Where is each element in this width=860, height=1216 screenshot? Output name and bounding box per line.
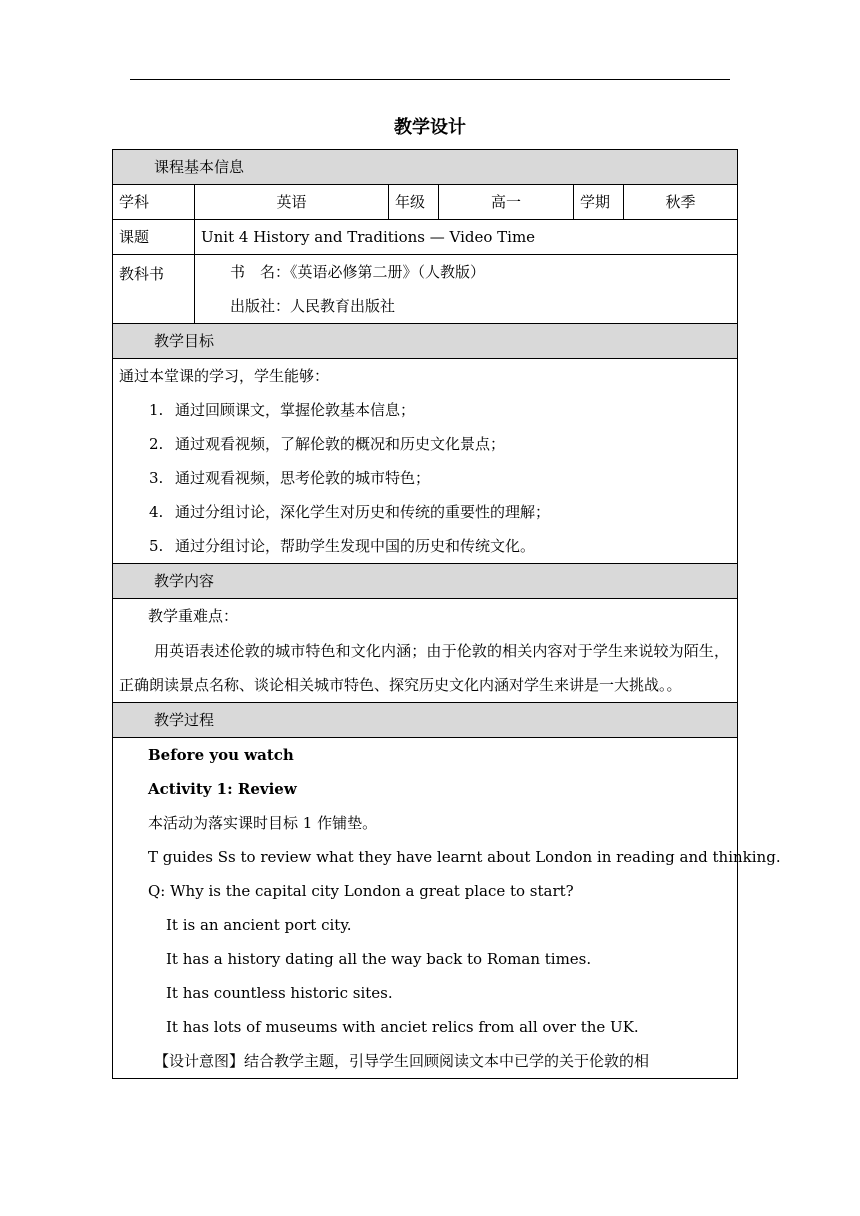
subject-value: 英语 <box>195 185 389 220</box>
textbook-name: 书 名：《英语必修第二册》（人教版） <box>230 263 486 281</box>
process-cell <box>113 738 781 1079</box>
objective-item: 3. 通过观看视频，思考伦敦的城市特色； <box>149 469 431 487</box>
section-objectives: 教学目标 <box>113 324 738 359</box>
answer-item: It is an ancient port city. <box>166 916 352 934</box>
header-rule <box>130 79 730 80</box>
grade-value: 高一 <box>439 185 574 220</box>
grade-label: 年级 <box>389 185 439 220</box>
section-basic-info: 课程基本信息 <box>113 150 738 185</box>
process-instruction: T guides Ss to review what they have learnt about London in reading and thinking. <box>148 848 781 866</box>
objective-item: 1. 通过回顾课文，掌握伦敦基本信息； <box>149 401 416 419</box>
topic-label: 课题 <box>113 220 195 255</box>
objective-item: 5. 通过分组讨论，帮助学生发现中国的历史和传统文化。 <box>149 537 536 555</box>
design-intent: 【设计意图】结合教学主题，引导学生回顾阅读文本中已学的关于伦敦的相 <box>154 1052 650 1070</box>
objective-item: 2. 通过观看视频，了解伦敦的概况和历史文化景点； <box>149 435 506 453</box>
section-process: 教学过程 <box>113 703 738 738</box>
textbook-publisher: 出版社：人民教育出版社 <box>230 297 396 315</box>
process-stage: Before you watch <box>148 746 294 764</box>
answer-item: It has a history dating all the way back to Roman times. <box>166 950 592 968</box>
textbook-cell <box>195 255 738 324</box>
document-title: 教学设计 <box>394 117 466 138</box>
process-note: 本活动为落实课时目标 1 作铺垫。 <box>148 814 378 832</box>
section-content: 教学内容 <box>113 564 738 599</box>
process-question: Q: Why is the capital city London a great place to start? <box>148 882 574 900</box>
process-activity: Activity 1: Review <box>148 780 297 798</box>
objectives-cell <box>113 359 738 564</box>
textbook-label: 教科书 <box>113 255 195 324</box>
content-cell <box>113 599 738 703</box>
topic-value: Unit 4 History and Traditions — Video Time <box>195 220 738 255</box>
lesson-plan-table <box>112 149 781 1079</box>
objective-item: 4. 通过分组讨论，深化学生对历史和传统的重要性的理解； <box>149 503 551 521</box>
content-paragraph: 用英语表述伦敦的城市特色和文化内涵；由于伦敦的相关内容对于学生来说较为陌生，正确朗读景点名称、谈论相关城市特色、探究历史文化内涵对学生来讲是一大挑战。。 <box>119 642 730 694</box>
term-label: 学期 <box>574 185 624 220</box>
subject-label: 学科 <box>113 185 195 220</box>
answer-item: It has countless historic sites. <box>166 984 393 1002</box>
answer-item: It has lots of museums with anciet relics from all over the UK. <box>166 1018 639 1036</box>
content-heading: 教学重难点： <box>148 607 239 625</box>
term-value: 秋季 <box>624 185 738 220</box>
objectives-intro: 通过本堂课的学习，学生能够： <box>119 367 330 385</box>
